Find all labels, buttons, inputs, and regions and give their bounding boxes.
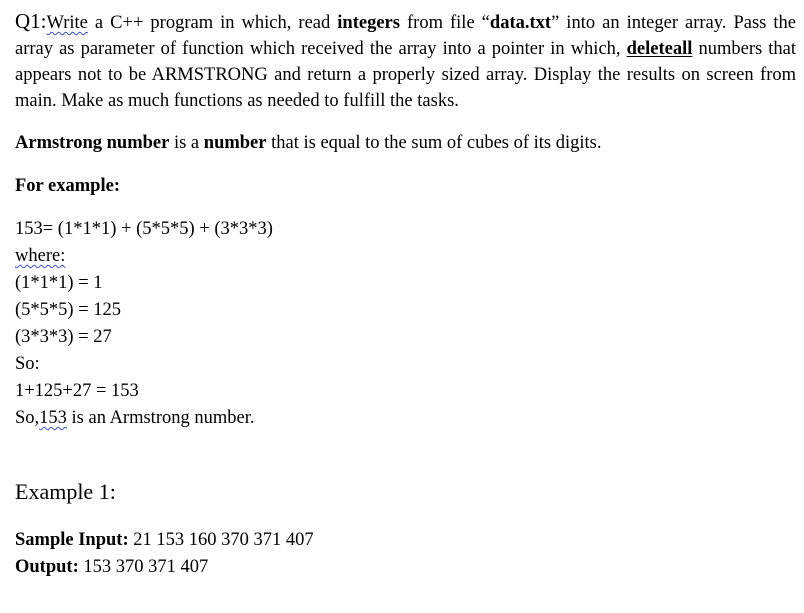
for-example-heading: For example: [15,176,120,196]
sample-input-value: 21 153 160 370 371 407 [128,530,314,550]
file-name: data.txt [489,13,552,33]
question-colon: : [40,9,47,33]
definition-number-word: number [203,133,267,153]
cube-line-3: (3*3*3) = 27 [15,327,112,347]
sample-input-label: Sample Input: [15,530,129,550]
cube-line-1: (1*1*1) = 1 [15,273,103,293]
conclusion-so: So, [15,408,40,428]
conclusion-line [15,405,796,432]
question-text-5: and return a properly sized array. Display the results on screen from main. Make as much functions as needed to fulfill the tasks. [15,65,796,111]
word-armstrong-caps: ARMSTRONG [151,65,268,85]
so-line: So: [15,354,40,374]
definition-mid: is a [169,133,204,153]
sum-line: 1+125+27 = 153 [15,381,139,401]
question-label: Q1 [15,9,41,33]
question-paragraph [15,8,796,114]
cube-line-2: (5*5*5) = 125 [15,300,122,320]
output-value: 153 370 371 407 [78,557,209,577]
equation-line: 153= (1*1*1) + (5*5*5) + (3*3*3) [15,219,273,239]
question-text-1: a C++ program in which, read [87,13,338,33]
definition-rest: that is equal to the sum of cubes of its digits. [266,133,602,153]
word-write: Write [46,13,88,33]
definition-term: Armstrong number [15,133,170,153]
definition-line [15,130,796,157]
output-label: Output: [15,557,79,577]
conclusion-number: 153 [39,408,67,428]
question-text-4: numbers that appears not to be [15,39,797,85]
sample-input-line [15,527,796,554]
where-text: where: [15,246,66,266]
question-text-3: ” into an integer array. Pass the array as parameter of function which received the array into a pointer in which, [15,13,796,59]
where-line [15,243,796,270]
word-deleteall: deleteall [626,39,693,59]
example-1-heading: Example 1: [15,479,116,504]
conclusion-rest: is an Armstrong number. [66,408,255,428]
question-text-2: from file “ [399,13,490,33]
output-line [15,554,796,581]
word-integers: integers [337,13,400,33]
